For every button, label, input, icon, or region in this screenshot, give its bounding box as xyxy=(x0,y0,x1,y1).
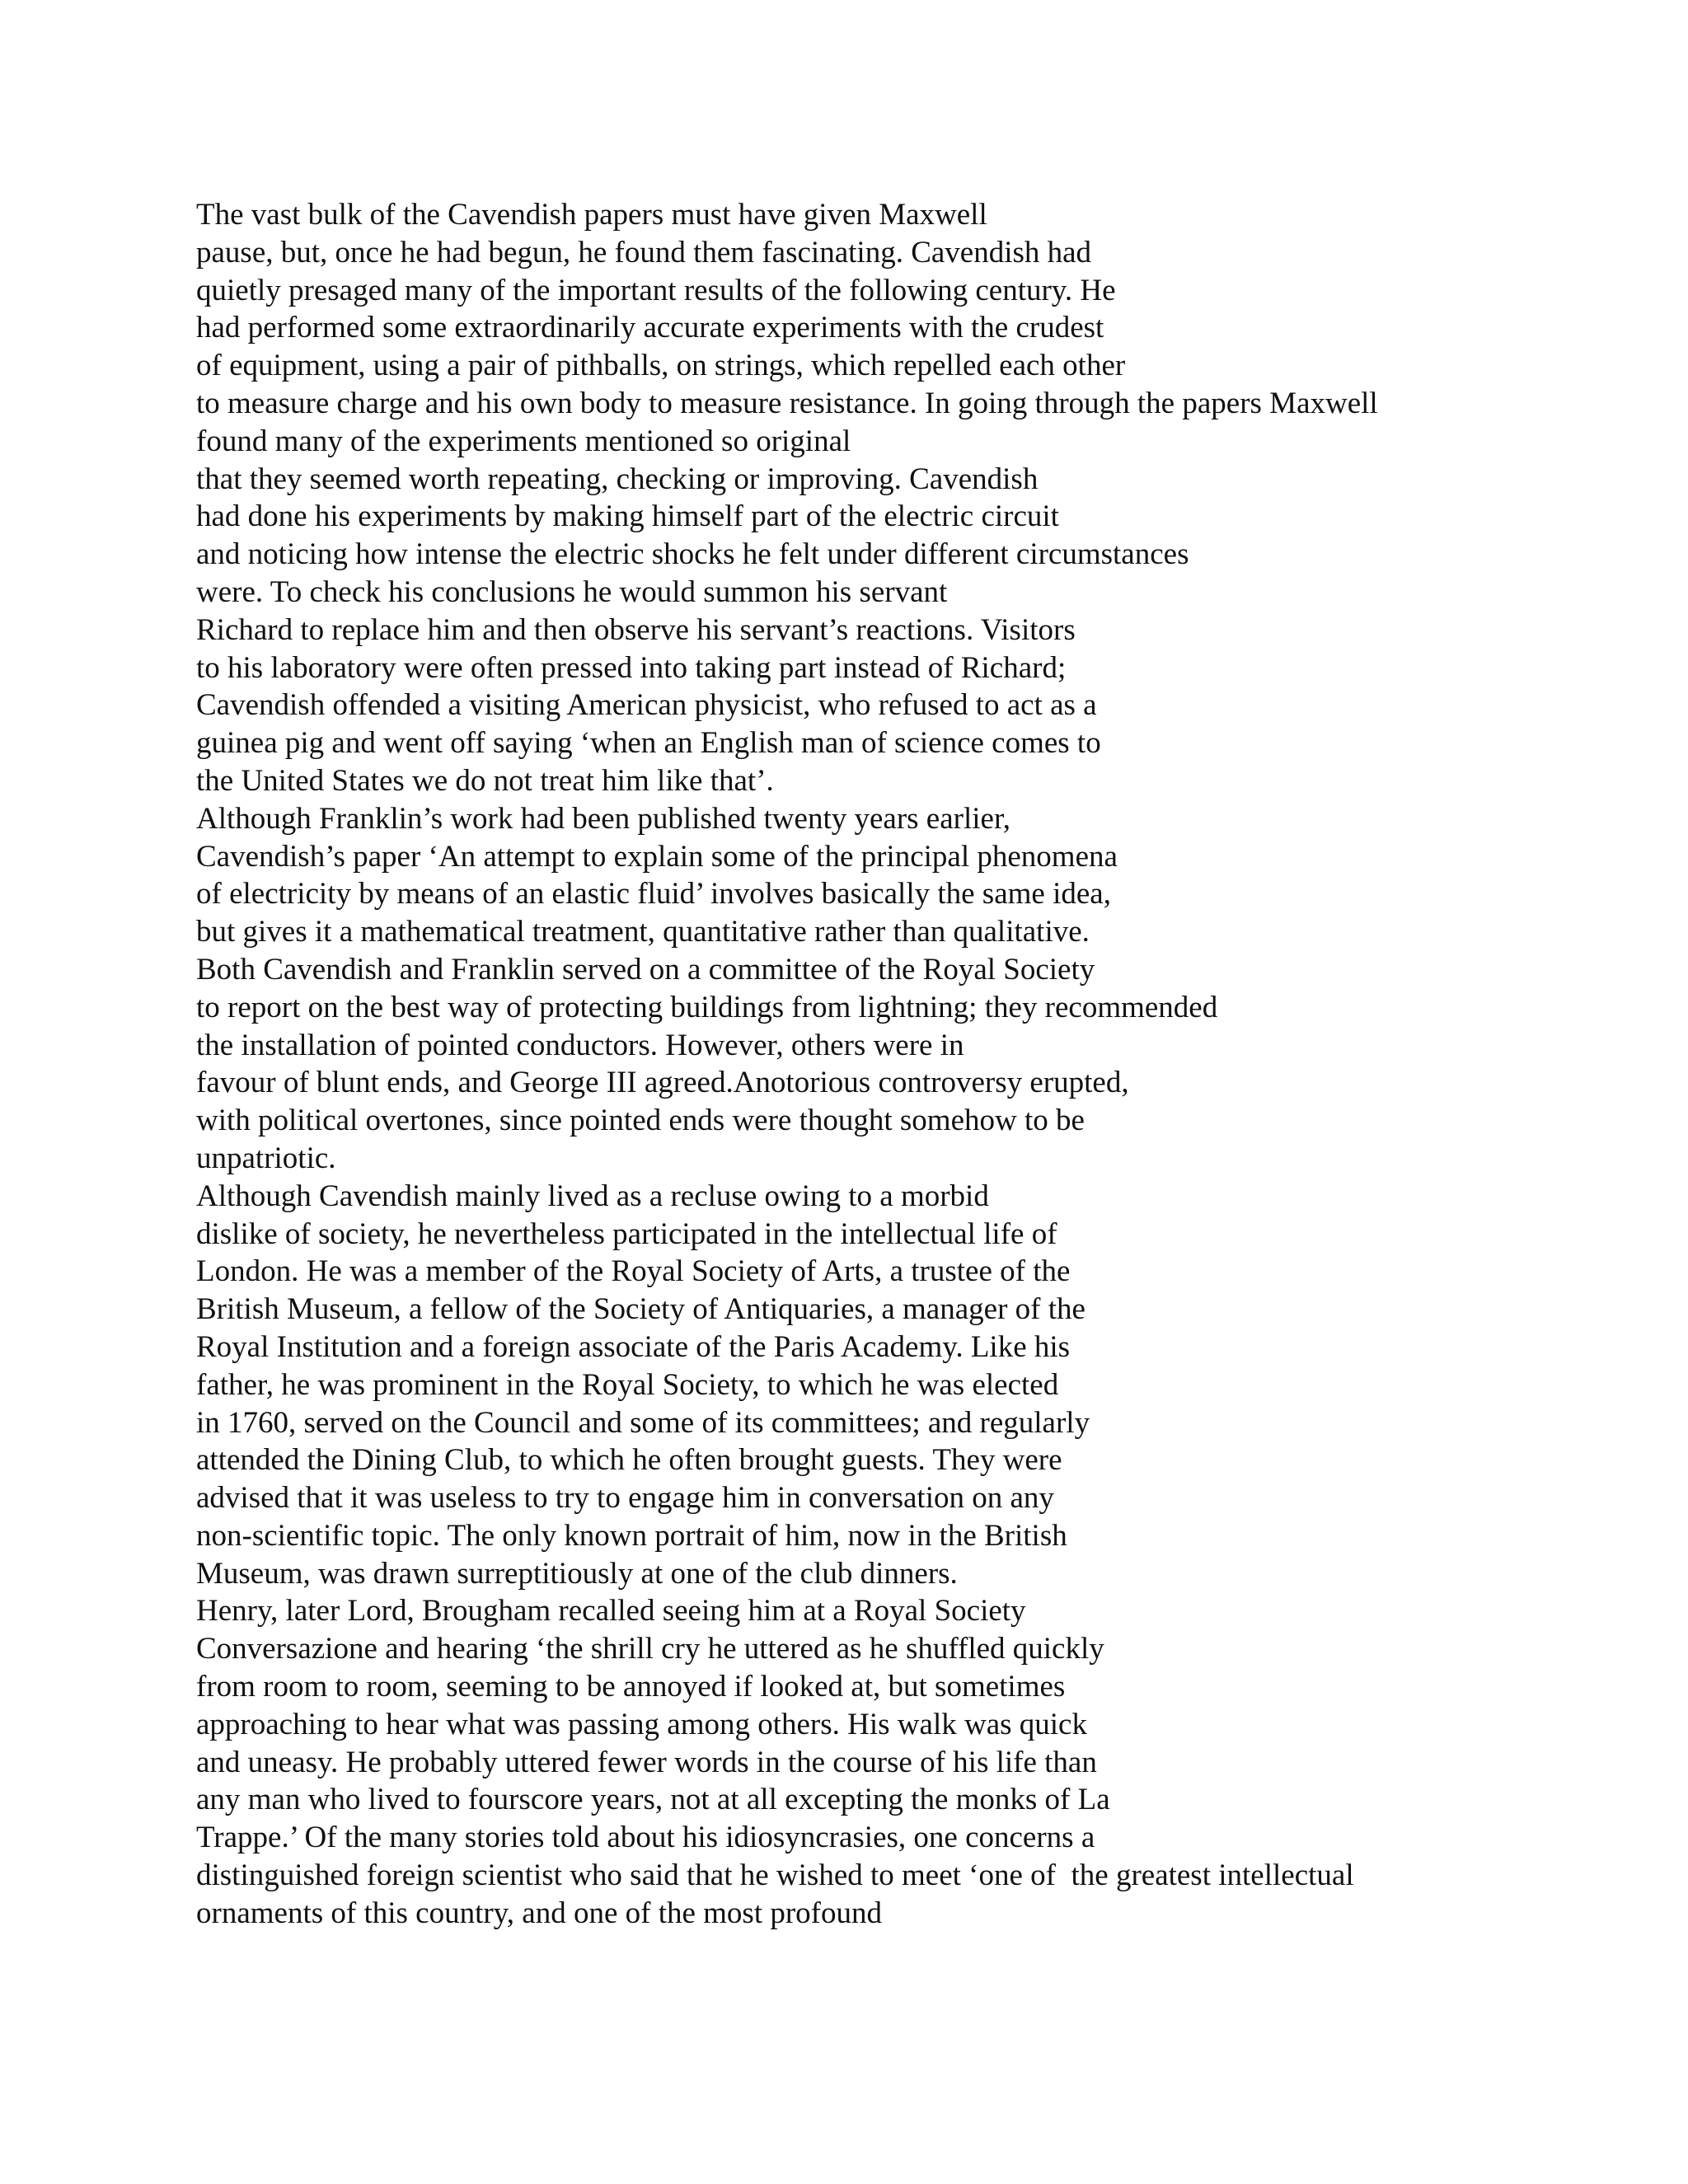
text-line: that they seemed worth repeating, checking or improving. Cavendish xyxy=(196,462,1039,496)
text-line: Trappe.’ Of the many stories told about his idiosyncrasies, one concerns a xyxy=(196,1821,1095,1855)
text-line: favour of blunt ends, and George III agreed.Anotorious controversy erupted, xyxy=(196,1066,1129,1100)
text-line: Cavendish’s paper ‘An attempt to explain some of the principal phenomena xyxy=(196,839,1118,874)
text-line: Although Cavendish mainly lived as a recluse owing to a morbid xyxy=(196,1179,989,1213)
text-line: non-scientific topic. The only known portrait of him, now in the British xyxy=(196,1518,1067,1553)
text-line: father, he was prominent in the Royal Society, to which he was elected xyxy=(196,1367,1059,1402)
text-line: in 1760, served on the Council and some of its committees; and regularly xyxy=(196,1405,1090,1440)
text-line: Museum, was drawn surreptitiously at one of the club dinners. xyxy=(196,1556,958,1591)
text-line: approaching to hear what was passing among others. His walk was quick xyxy=(196,1707,1087,1741)
text-line: Royal Institution and a foreign associate of the Paris Academy. Like his xyxy=(196,1329,1071,1364)
text-line: unpatriotic. xyxy=(196,1141,336,1175)
text-line: and uneasy. He probably uttered fewer words in the course of his life than xyxy=(196,1745,1097,1779)
text-line: Henry, later Lord, Brougham recalled seeing him at a Royal Society xyxy=(196,1594,1026,1629)
text-line: London. He was a member of the Royal Society of Arts, a trustee of the xyxy=(196,1254,1071,1289)
text-line: and noticing how intense the electric shocks he felt under different circumstances xyxy=(196,537,1189,572)
body-text xyxy=(196,196,1680,1933)
text-line: any man who lived to fourscore years, not at all excepting the monks of La xyxy=(196,1783,1110,1817)
text-line: the installation of pointed conductors. However, others were in xyxy=(196,1028,964,1062)
text-line: found many of the experiments mentioned so original xyxy=(196,424,851,458)
text-line: had performed some extraordinarily accurate experiments with the crudest xyxy=(196,311,1104,345)
text-line: had done his experiments by making himself part of the electric circuit xyxy=(196,499,1059,534)
text-line: but gives it a mathematical treatment, quantitative rather than qualitative. xyxy=(196,915,1090,949)
text-line: ornaments of this country, and one of the most profound xyxy=(196,1896,882,1930)
text-line: British Museum, a fellow of the Society of Antiquaries, a manager of the xyxy=(196,1292,1085,1327)
text-line: were. To check his conclusions he would summon his servant xyxy=(196,574,948,609)
text-line: quietly presaged many of the important results of the following century. He xyxy=(196,273,1116,307)
text-line: Cavendish offended a visiting American physicist, who refused to act as a xyxy=(196,688,1097,723)
text-line: The vast bulk of the Cavendish papers must have given Maxwell xyxy=(196,198,987,232)
text-line: the United States we do not treat him like that’. xyxy=(196,763,774,798)
text-line: Both Cavendish and Franklin served on a committee of the Royal Society xyxy=(196,952,1095,987)
text-line: Richard to replace him and then observe his servant’s reactions. Visitors xyxy=(196,612,1076,647)
text-line: guinea pig and went off saying ‘when an English man of science comes to xyxy=(196,726,1101,761)
text-line: of equipment, using a pair of pithballs, on strings, which repelled each other xyxy=(196,349,1126,383)
text-line: from room to room, seeming to be annoyed if looked at, but sometimes xyxy=(196,1670,1066,1704)
text-line: pause, but, once he had begun, he found them fascinating. Cavendish had xyxy=(196,235,1092,269)
text-line: dislike of society, he nevertheless participated in the intellectual life of xyxy=(196,1216,1057,1251)
text-line: attended the Dining Club, to which he often brought guests. They were xyxy=(196,1443,1062,1478)
text-line: advised that it was useless to try to engage him in conversation on any xyxy=(196,1481,1054,1516)
text-line: to measure charge and his own body to measure resistance. In going through the papers Maxwell xyxy=(196,386,1378,420)
text-line: distinguished foreign scientist who said that he wished to meet ‘one of the greatest intellectual xyxy=(196,1858,1354,1893)
text-line: Conversazione and hearing ‘the shrill cry he uttered as he shuffled quickly xyxy=(196,1632,1104,1666)
text-line: Although Franklin’s work had been published twenty years earlier, xyxy=(196,801,1011,836)
text-line: of electricity by means of an elastic fluid’ involves basically the same idea, xyxy=(196,877,1111,912)
text-line: to report on the best way of protecting buildings from lightning; they recommended xyxy=(196,990,1218,1024)
text-line: to his laboratory were often pressed into taking part instead of Richard; xyxy=(196,650,1067,685)
text-line: with political overtones, since pointed ends were thought somehow to be xyxy=(196,1104,1085,1138)
